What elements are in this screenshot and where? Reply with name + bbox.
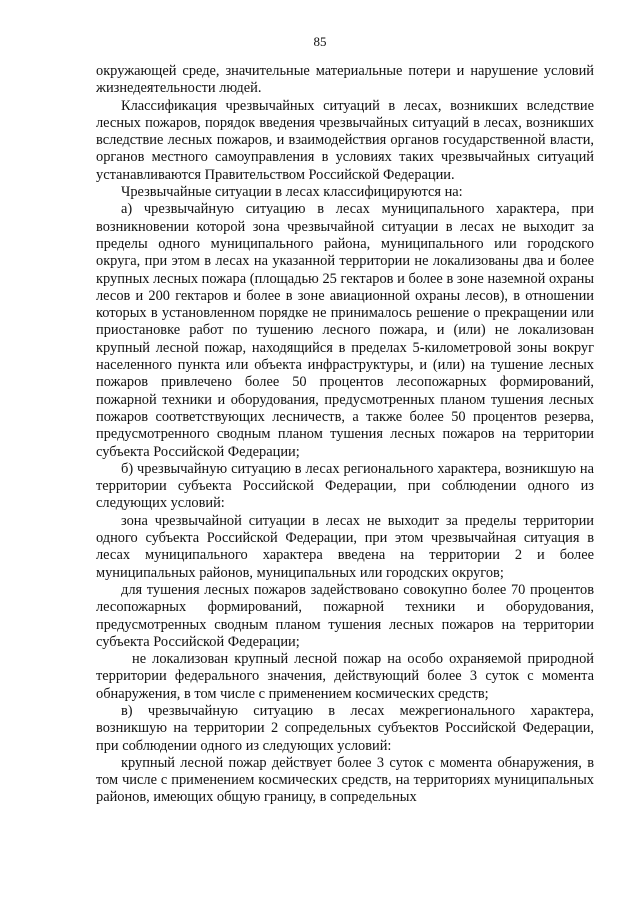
document-body [96, 63, 594, 807]
paragraph-5: б) чрезвычайную ситуацию в лесах регионального характера, возникшую на территории субъекта Российской Федерации, при соблюдении одного из следующих условий: [96, 460, 594, 512]
paragraph-3: Чрезвычайные ситуации в лесах классифицируются на: [121, 184, 463, 201]
paragraph-8: не локализован крупный лесной пожар на особо охраняемой природной территории федерального значения, действующий более 3 суток с момента обнаружения, в том числе с применением космических средств; [96, 651, 594, 702]
paragraph-4: а) чрезвычайную ситуацию в лесах муниципального характера, при возникновении которой зона чрезвычайной ситуации в лесах не выходит за пределы одного муниципального района, муниципального или городского округа, при этом в лесах на указанной территории не локализованы два и более крупных лесных пожара (площадью 25 гектаров и более в зоне наземной охраны лесов и 200 гектаров и более в зоне авиационной охраны лесов), в отношении которых в установленном порядке не принималось решение о прекращении или приостановке работ по тушению лесного пожара, и (или) не локализован крупный лесной пожар, находящийся в пределах 5-километровой зоны вокруг населенного пункта или объекта инфраструктуры, и (или) на тушение лесных пожаров привлечено более 50 процентов лесопожарных формирований, пожарной техники и оборудования, предусмотренных планом тушения лесных пожаров соответствующих лесничеств, а также более 50 процентов резерва, предусмотренного сводным планом тушения лесных пожаров на территории субъекта Российской Федерации; [96, 201, 594, 460]
paragraph-6: зона чрезвычайной ситуации в лесах не выходит за пределы территории одного субъекта Российской Федерации, при этом чрезвычайная ситуация в лесах муниципального характера введена на территории 2 и более муниципальных районов, муниципальных или городских округов; [96, 512, 594, 581]
paragraph-9: в) чрезвычайную ситуацию в лесах межрегионального характера, возникшую на территории 2 сопредельных субъектов Российской Федерации, при соблюдении одного из следующих условий: [96, 702, 594, 754]
paragraph-10: крупный лесной пожар действует более 3 суток с момента обнаружения, в том числе с применением космических средств, на территориях муниципальных районов, имеющих общую границу, в сопредельных [96, 754, 594, 806]
paragraph-7: для тушения лесных пожаров задействовано совокупно более 70 процентов лесопожарных формирований, пожарной техники и оборудования, предусмотренных сводным планом тушения лесных пожаров на территории субъекта Российской Федерации; [96, 581, 594, 650]
paragraph-1: окружающей среде, значительные материальные потери и нарушение условий жизнедеятельности людей. [96, 63, 594, 97]
page-number: 85 [313, 34, 327, 49]
paragraph-2: Классификация чрезвычайных ситуаций в лесах, возникших вследствие лесных пожаров, порядок введения чрезвычайных ситуаций в лесах, возникших вследствие лесных пожаров, и взаимодействия органов государственной власти, органов местного самоуправления в условиях таких чрезвычайных ситуаций устанавливаются Правительством Российской Федерации. [96, 97, 594, 183]
